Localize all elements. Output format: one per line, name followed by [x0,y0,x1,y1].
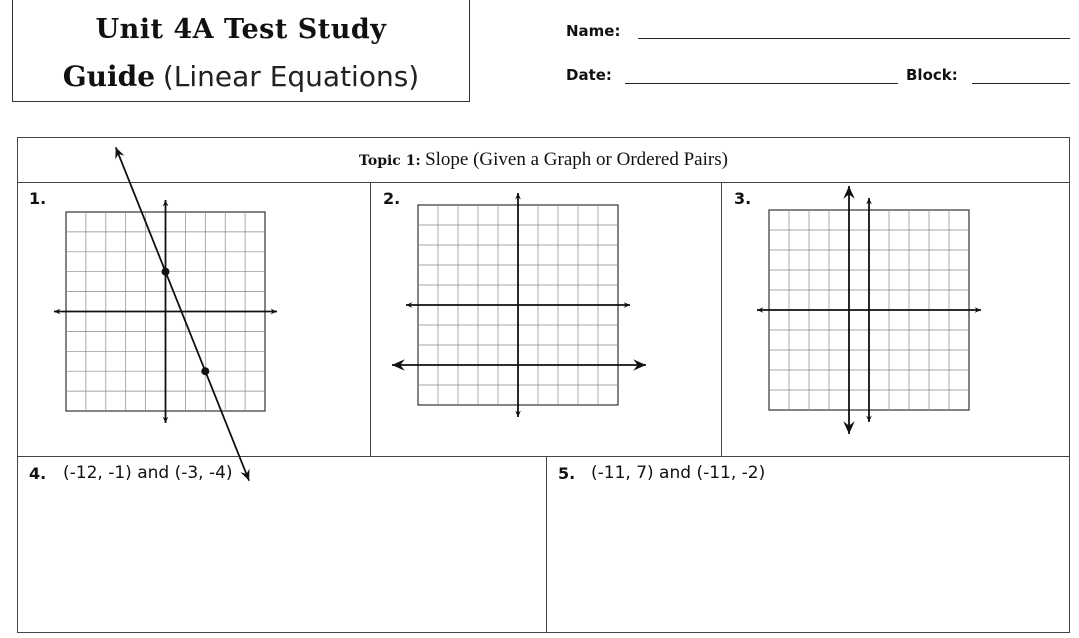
graph1-point-b [201,367,209,375]
topic-label: Topic 1: [359,153,421,169]
problem-2-number: 2. [383,189,401,208]
problem-5-text: (-11, 7) and (-11, -2) [591,463,766,483]
graph1-line [116,147,249,480]
title-line-2-rest: (Linear Equations) [162,60,420,93]
name-label: Name: [566,22,621,40]
date-label: Date: [566,66,612,84]
problem-4-number: 4. [29,464,47,483]
problem-3-number: 3. [734,189,752,208]
graph1-point-a [162,268,170,276]
block-label: Block: [906,66,958,84]
topic-text: Slope (Given a Graph or Ordered Pairs) [425,149,728,170]
title-line-2-bold: Guide [62,60,156,93]
title-line-1: Unit 4A Test Study [95,14,387,45]
problem-4-text: (-12, -1) and (-3, -4) [63,463,233,483]
problem-5-number: 5. [558,464,576,483]
problem-1-number: 1. [29,189,47,208]
